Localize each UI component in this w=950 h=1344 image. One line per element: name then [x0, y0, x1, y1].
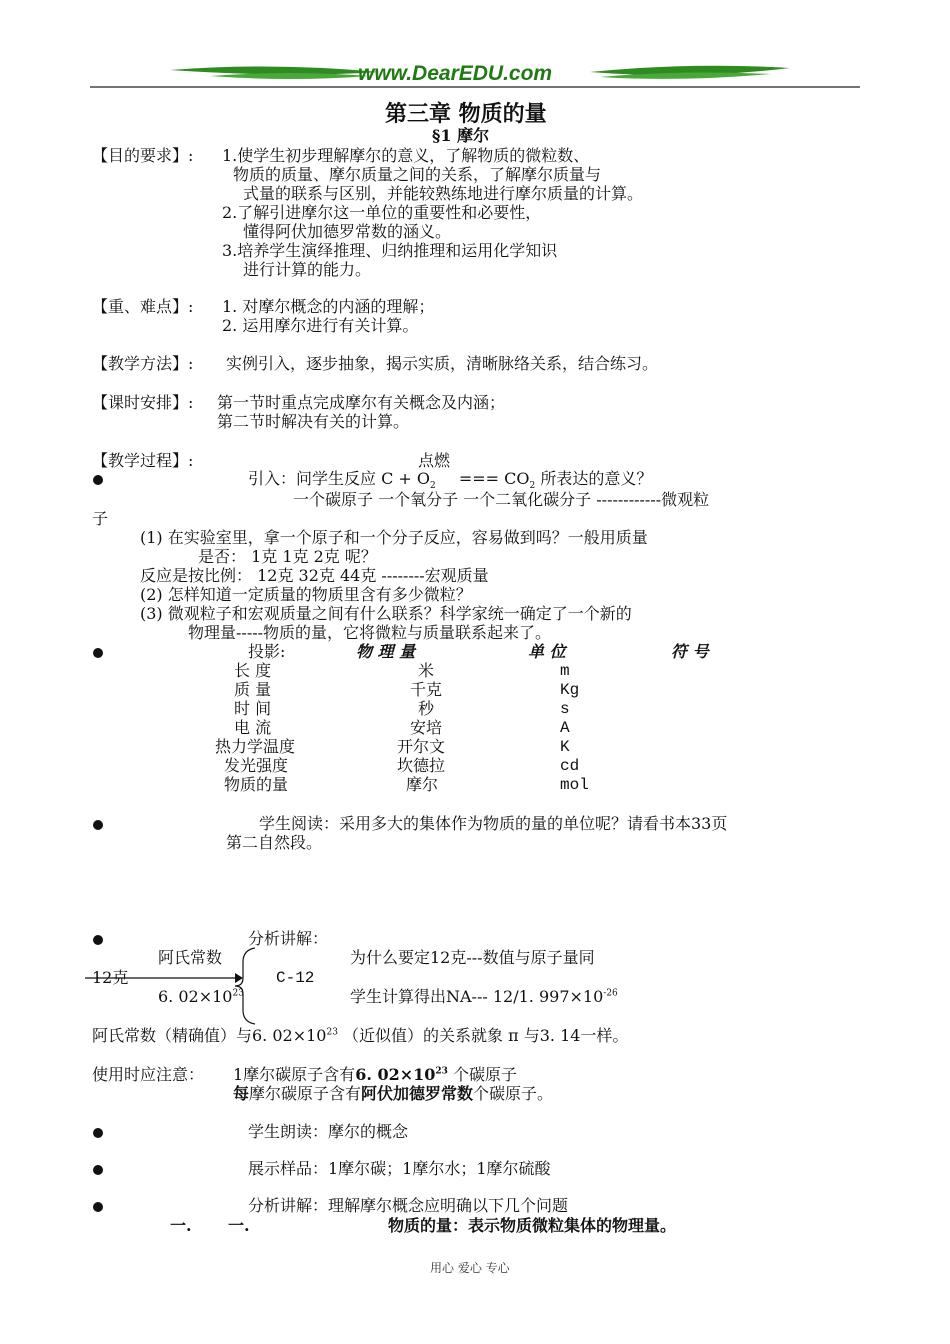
- bullet-icon: [93, 820, 103, 830]
- usage-l1-a: 1摩尔碳原子含有: [233, 1065, 356, 1084]
- c12-label: C-12: [276, 969, 315, 987]
- usage-line-1: [233, 1066, 517, 1084]
- relation-part-b: （近似值）的关系就象 π 与3. 14一样。: [337, 1026, 629, 1045]
- relation-line: [92, 1027, 628, 1045]
- usage-l2-d: 个碳原子。: [473, 1084, 554, 1103]
- final-number-1: 一.: [170, 1216, 192, 1235]
- question-1a: (1) 在实验室里，拿一个原子和一个分子反应，容易做到吗？一般用质量: [140, 528, 648, 547]
- reading-line-2: 第二自然段。: [226, 833, 323, 852]
- avogadro-label: 阿氏常数: [158, 948, 223, 967]
- objectives-label: 【目的要求】:: [92, 146, 194, 165]
- page-footer: 用心 爱心 专心: [430, 1261, 510, 1275]
- co2-subscript: 2: [529, 481, 536, 492]
- table-cell-unit: 安培: [410, 718, 443, 737]
- table-cell-symbol: Kg: [560, 681, 580, 699]
- objective-line: 懂得阿伏加德罗常数的涵义。: [243, 222, 452, 241]
- table-header-symbol: 符 号: [671, 642, 709, 661]
- arrow-icon: [85, 972, 245, 984]
- relation-part-a: 阿氏常数（精确值）与6. 02×10: [92, 1026, 327, 1045]
- table-cell-quantity: 长 度: [234, 661, 272, 680]
- usage-l1-exp: 23: [435, 1066, 448, 1077]
- table-cell-quantity: 质 量: [234, 680, 272, 699]
- why-twelve: 为什么要定12克---数值与原子量同: [350, 948, 595, 967]
- analysis-title: 分析讲解：: [248, 929, 329, 948]
- key-point-line: 1. 对摩尔概念的内涵的理解；: [222, 297, 435, 316]
- bullet-icon: [93, 648, 103, 658]
- table-cell-symbol: mol: [560, 776, 589, 794]
- table-cell-unit: 开尔文: [397, 737, 446, 756]
- table-cell-quantity: 物质的量: [224, 775, 289, 794]
- schedule-label: 【课时安排】:: [92, 393, 194, 412]
- table-cell-unit: 米: [418, 661, 435, 680]
- twelve-gram: 12克: [92, 968, 129, 987]
- table-header-quantity: 物 理 量: [356, 642, 416, 661]
- usage-l2-a: 每: [233, 1084, 250, 1103]
- key-point-line: 2. 运用摩尔进行有关计算。: [222, 316, 419, 335]
- intro-equation: [248, 469, 653, 492]
- student-calc: [350, 988, 618, 1006]
- projection-label: 投影:: [248, 642, 286, 661]
- reading-line-1: 学生阅读：采用多大的集体作为物质的量的单位呢？请看书本33页: [259, 814, 728, 833]
- usage-line-2: [233, 1085, 553, 1103]
- table-cell-unit: 坎德拉: [397, 756, 446, 775]
- table-cell-quantity: 发光强度: [224, 756, 289, 775]
- table-cell-unit: 秒: [418, 699, 435, 718]
- usage-l1-c: 个碳原子: [447, 1065, 518, 1084]
- micro-wrap: 子: [92, 509, 109, 528]
- objective-line: 1.使学生初步理解摩尔的意义，了解物质的微粒数、: [222, 146, 590, 165]
- question-3a: (3) 微观粒子和宏观质量之间有什么联系？科学家统一确定了一个新的: [140, 604, 632, 623]
- section-title: §1 摩尔: [432, 126, 490, 145]
- intro-end: 所表达的意义？: [535, 469, 653, 488]
- usage-label: 使用时应注意：: [92, 1065, 205, 1084]
- analysis-2: 分析讲解：理解摩尔概念应明确以下几个问题: [248, 1196, 569, 1215]
- table-header-unit: 单 位: [528, 642, 566, 661]
- usage-l1-b: 6. 02×10: [355, 1065, 436, 1084]
- objective-line: 3.培养学生演绎推理、归纳推理和运用化学知识: [222, 241, 558, 260]
- method-label: 【教学方法】:: [92, 354, 194, 373]
- read-aloud: 学生朗读：摩尔的概念: [248, 1122, 409, 1141]
- bullet-icon: [93, 935, 103, 945]
- bullet-icon: [93, 475, 103, 485]
- equals-text: === CO: [458, 469, 530, 488]
- objective-line: 进行计算的能力。: [243, 260, 372, 279]
- brace-icon: [233, 946, 263, 1026]
- relation-exp: 23: [326, 1027, 338, 1038]
- usage-l2-b: 摩尔碳原子含有: [249, 1084, 362, 1103]
- question-1b: 是否： 1克 1克 2克 呢？: [198, 547, 377, 566]
- o2-subscript: 2: [430, 481, 436, 492]
- intro-text: 引入：问学生反应 C + O: [248, 469, 431, 488]
- avogadro-value-exp: 23: [232, 988, 244, 999]
- table-cell-symbol: A: [560, 719, 570, 737]
- table-cell-symbol: K: [560, 738, 570, 756]
- header-banner: [90, 60, 860, 92]
- key-points-label: 【重、难点】:: [92, 297, 194, 316]
- table-cell-unit: 摩尔: [406, 775, 439, 794]
- site-name[interactable]: www.DearEDU.com: [358, 62, 553, 85]
- bullet-icon: [93, 1128, 103, 1138]
- ignite-label: 点燃: [418, 451, 451, 470]
- show-samples: 展示样品：1摩尔碳；1摩尔水；1摩尔硫酸: [248, 1159, 551, 1178]
- table-cell-quantity: 电 流: [234, 718, 272, 737]
- objective-line: 式量的联系与区别，并能较熟练地进行摩尔质量的计算。: [243, 184, 644, 203]
- student-calc-base: 学生计算得出NA--- 12/1. 997×10: [350, 987, 604, 1006]
- schedule-line: 第一节时重点完成摩尔有关概念及内涵；: [217, 393, 506, 412]
- method-text: 实例引入，逐步抽象，揭示实质，清晰脉络关系，结合练习。: [226, 354, 659, 373]
- final-number-2: 一.: [228, 1216, 250, 1235]
- process-label: 【教学过程】:: [92, 451, 194, 470]
- student-calc-exp: -26: [603, 988, 618, 999]
- objective-line: 物质的质量、摩尔质量之间的关系，了解摩尔质量与: [233, 165, 602, 184]
- table-cell-symbol: m: [560, 662, 570, 680]
- table-cell-symbol: cd: [560, 757, 580, 775]
- question-2: (2) 怎样知道一定质量的物质里含有多少微粒？: [140, 585, 472, 604]
- table-cell-unit: 千克: [410, 680, 443, 699]
- table-cell-symbol: s: [560, 700, 570, 718]
- table-cell-quantity: 热力学温度: [215, 737, 296, 756]
- micro-line: 一个碳原子 一个氧分子 一个二氧化碳分子 ------------微观粒: [293, 490, 710, 509]
- usage-l2-c: 阿伏加德罗常数: [361, 1084, 474, 1103]
- bullet-icon: [93, 1165, 103, 1175]
- question-3b: 物理量-----物质的量，它将微粒与质量联系起来了。: [188, 623, 552, 642]
- avogadro-value: [158, 988, 244, 1006]
- avogadro-value-base: 6. 02×10: [158, 987, 233, 1006]
- page-title: 第三章 物质的量: [385, 101, 547, 127]
- bullet-icon: [93, 1202, 103, 1212]
- question-1c: 反应是按比例： 12克 32克 44克 --------宏观质量: [140, 566, 489, 585]
- schedule-line: 第二节时解决有关的计算。: [217, 412, 410, 431]
- final-definition: 物质的量：表示物质微粒集体的物理量。: [388, 1216, 677, 1235]
- table-cell-quantity: 时 间: [234, 699, 272, 718]
- objective-line: 2.了解引进摩尔这一单位的重要性和必要性，: [222, 203, 542, 222]
